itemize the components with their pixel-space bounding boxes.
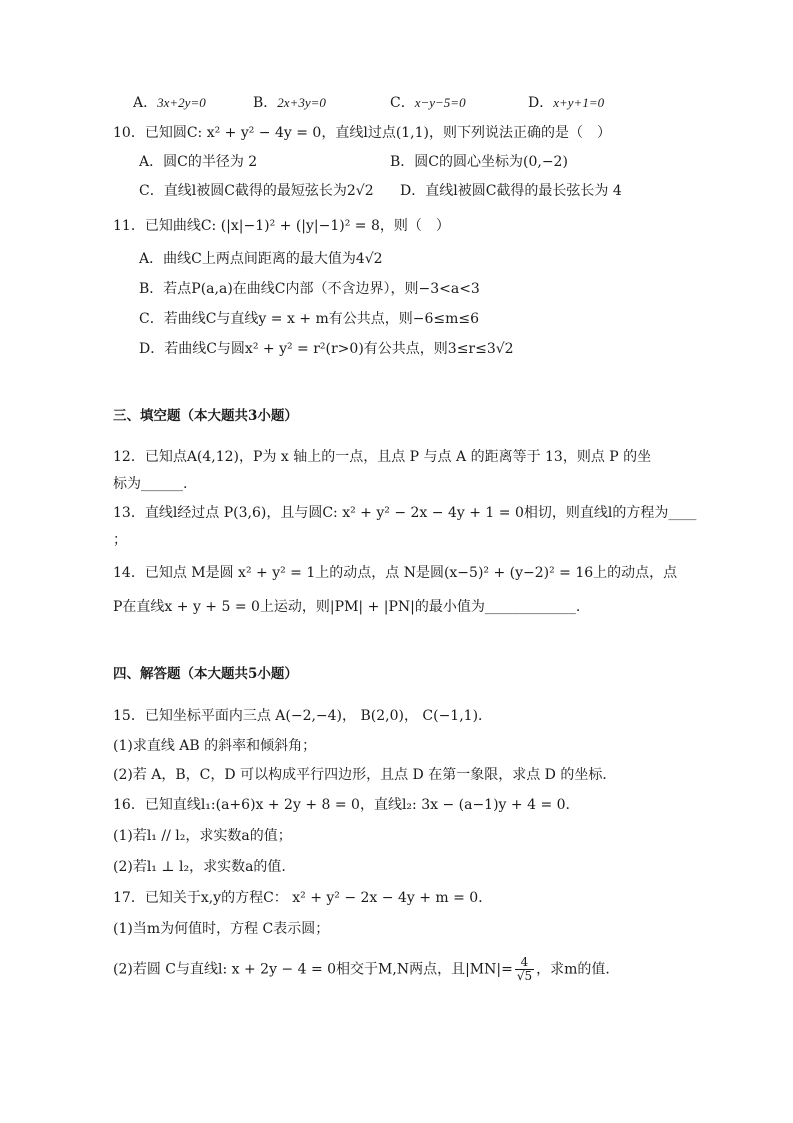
q11-option-a: A．曲线C上两点间距离的最大值为4√2: [139, 251, 383, 267]
q13-line1: 13．直线l经过点 P(3,6)，且与圆C: x² + y² − 2x − 4y + 1 = 0相切，则直线l的方程为____: [113, 505, 697, 521]
q11-stem: 11．已知曲线C: (|x|−1)² + (|y|−1)² = 8，则（ ）: [113, 218, 450, 234]
q11-option-c: C．若曲线C与直线y = x + m有公共点，则−6≤m≤6: [139, 311, 480, 327]
q10-option-d: D．直线l被圆C截得的最长弦长为 4: [400, 183, 622, 199]
q12-line2: 标为______.: [113, 476, 188, 492]
q10-option-c: C．直线l被圆C截得的最短弦长为2√2: [139, 183, 374, 199]
q16-part1: (1)若l₁ // l₂，求实数a的值；: [113, 828, 292, 844]
section-heading-fill-in: 三、填空题（本大题共3小题）: [113, 408, 298, 424]
q11-option-b: B．若点P(a,a)在曲线C内部（不含边界），则−3<a<3: [139, 281, 480, 297]
q17-stem: 17．已知关于x,y的方程C： x² + y² − 2x − 4y + m = 0．: [113, 890, 493, 906]
q9-option-b-label: B．: [253, 95, 278, 111]
q9-option-a-expr: 3x+2y=0: [157, 95, 206, 110]
q9-option-c-expr: x−y−5=0: [414, 95, 466, 110]
q14-line2: P在直线x + y + 5 = 0上运动，则|PM| + |PN|的最小值为_____________.: [113, 599, 581, 615]
q9-option-b-expr: 2x+3y=0: [277, 95, 326, 110]
q15-stem: 15．已知坐标平面内三点 A(−2,−4)， B(2,0)， C(−1,1)．: [113, 708, 493, 724]
q15-part1: (1)求直线 AB 的斜率和倾斜角；: [113, 738, 317, 754]
q17-fraction-numerator: 4: [515, 956, 534, 970]
section-heading-solutions: 四、解答题（本大题共5小题）: [113, 666, 298, 682]
q16-stem: 16．已知直线l₁:(a+6)x + 2y + 8 = 0，直线l₂: 3x − (a−1)y + 4 = 0.: [113, 797, 570, 813]
q11-option-d: D．若曲线C与圆x² + y² = r²(r>0)有公共点，则3≤r≤3√2: [139, 341, 514, 357]
q12-line1: 12．已知点A(4,12)，P为 x 轴上的一点，且点 P 与点 A 的距离等于 13，则点 P 的坐: [113, 449, 652, 465]
q9-option-b: [253, 93, 326, 113]
q9-option-d-expr: x+y+1=0: [553, 95, 605, 110]
q9-option-c: [390, 93, 466, 113]
q10-option-b: B．圆C的圆心坐标为(0,−2): [390, 154, 568, 170]
q14-line1: 14．已知点 M是圆 x² + y² = 1上的动点，点 N是圆(x−5)² + (y−2)² = 16上的动点，点: [113, 565, 678, 581]
q10-stem: 10．已知圆C: x² + y² − 4y = 0，直线l过点(1,1)，则下列说法正确的是（ ）: [113, 125, 612, 141]
q17-part1: (1)当m为何值时，方程 C表示圆；: [113, 921, 330, 937]
q17-part2: [113, 956, 619, 983]
q9-option-d: [528, 93, 604, 113]
q17-part2-text-a: (2)若圆 C与直线l: x + 2y − 4 = 0相交于M,N两点，且|MN|=: [113, 961, 513, 978]
q17-part2-text-b: ，求m的值．: [536, 961, 620, 978]
q10-option-a: A．圆C的半径为 2: [139, 154, 258, 170]
q9-option-d-label: D．: [528, 95, 554, 111]
q13-line2: ；: [113, 532, 127, 548]
q9-option-a: [133, 93, 206, 113]
q17-fraction-denominator: √5: [516, 969, 533, 983]
q15-part2: (2)若 A，B，C，D 可以构成平行四边形，且点 D 在第一象限，求点 D 的坐标．: [113, 767, 617, 783]
q9-option-a-label: A．: [133, 95, 158, 111]
q17-fraction: [515, 956, 534, 983]
q16-part2: (2)若l₁ ⊥ l₂，求实数a的值.: [113, 859, 286, 875]
q9-option-c-label: C．: [390, 95, 415, 111]
